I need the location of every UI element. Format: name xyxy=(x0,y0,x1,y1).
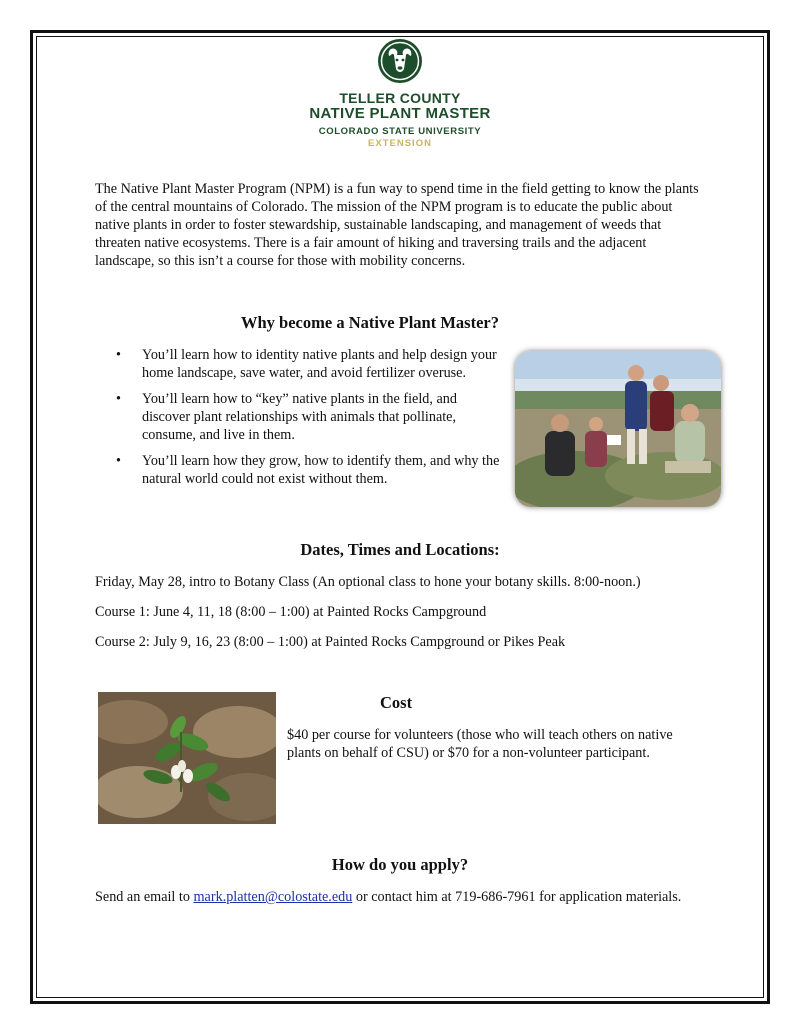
dates-heading: Dates, Times and Locations: xyxy=(300,540,500,559)
dates-line-course2: Course 2: July 9, 16, 23 (8:00 – 1:00) at Painted Rocks Campground or Pikes Peak xyxy=(95,634,566,650)
header-program: NATIVE PLANT MASTER xyxy=(309,105,491,122)
flower-photo xyxy=(98,692,276,824)
bullet-icon: • xyxy=(116,391,121,407)
list-item xyxy=(116,390,508,444)
bullet-icon: • xyxy=(116,453,121,469)
why-bullet-list xyxy=(116,346,508,496)
apply-text xyxy=(95,888,707,906)
dates-line-course1: Course 1: June 4, 11, 18 (8:00 – 1:00) at Painted Rocks Campground xyxy=(95,604,487,620)
apply-heading: How do you apply? xyxy=(331,855,469,874)
list-item-text: You’ll learn how to “key” native plants in the field, and discover plant relationships with animals that pollinate, consume, and live in them. xyxy=(142,391,457,443)
csu-ram-logo-icon xyxy=(377,38,423,84)
header-county: TELLER COUNTY xyxy=(339,90,461,106)
why-heading: Why become a Native Plant Master? xyxy=(241,313,499,332)
header-extension: EXTENSION xyxy=(368,138,432,149)
cost-heading: Cost xyxy=(380,693,413,712)
group-field-photo xyxy=(515,351,721,507)
list-item xyxy=(116,452,508,488)
dates-line-intro: Friday, May 28, intro to Botany Class (An optional class to hone your botany skills. 8:00-noon.) xyxy=(95,574,641,590)
apply-prefix: Send an email to xyxy=(95,889,194,905)
intro-paragraph: The Native Plant Master Program (NPM) is a fun way to spend time in the field getting to know the plants of the central mountains of Colorado. The mission of the NPM program is to educate the public about native plants in order to foster stewardship, sustainable landscaping, and management of weeds that threaten native ecosystems. There is a fair amount of hiking and traversing trails and the adjacent landscape, so this isn’t a course for those with mobility concerns. xyxy=(95,181,699,269)
list-item-text: You’ll learn how to identity native plants and help design your home landscape, save water, and avoid fertilizer overuse. xyxy=(142,347,497,381)
list-item xyxy=(116,346,508,382)
cost-text: $40 per course for volunteers (those who will teach others on native plants on behalf of CSU) or $70 for a non-volunteer participant. xyxy=(287,727,673,761)
bullet-icon: • xyxy=(116,347,121,363)
email-link[interactable]: mark.platten@colostate.edu xyxy=(193,889,353,905)
apply-suffix: or contact him at 719-686-7961 for application materials. xyxy=(352,889,682,905)
header-university: COLORADO STATE UNIVERSITY xyxy=(318,126,482,137)
list-item-text: You’ll learn how they grow, how to identify them, and why the natural world could not exist without them. xyxy=(142,453,500,487)
